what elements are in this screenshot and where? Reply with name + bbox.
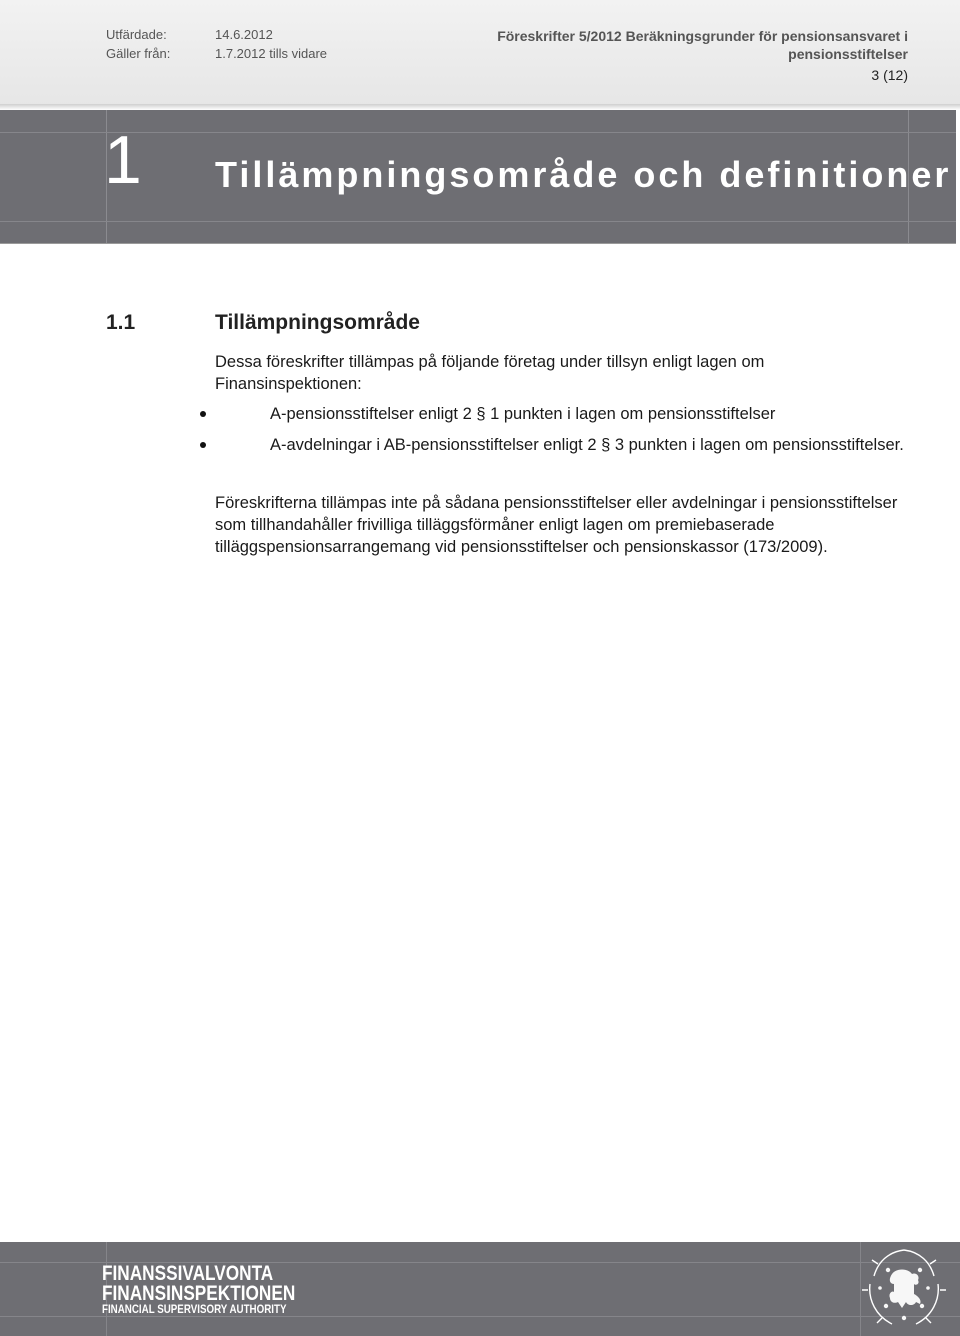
footer-gridline [0,1316,960,1317]
body-paragraph: Föreskrifterna tillämpas inte på sådana pensionsstiftelser eller avdelningar i pensionsstiftelser som tillhandahåller frivilliga tilläggsförmåner enligt lagen om premiebaserade tilläggspensionsarrangemang vid pensionsstiftelser och pensionskassor (173/2009). [215,494,898,556]
list-item [200,434,920,456]
band-gridline [0,132,956,133]
logo-text-english: FINANCIAL SUPERVISORY AUTHORITY [102,1304,287,1316]
logo-text-finnish: FINANSSIVALVONTA [102,1262,274,1285]
list-item-text: A-avdelningar i AB-pensionsstiftelser enligt 2 § 3 punkten i lagen om pensionsstiftelser. [270,436,904,454]
valid-from-value: 1.7.2012 tills vidare [215,46,328,61]
document-title-line1: Föreskrifter 5/2012 Beräkningsgrunder för pensionsansvaret i [497,28,908,44]
section-title: Tillämpningsområde [215,311,420,334]
bullet-list [200,403,920,465]
lion-crest-icon [858,1244,950,1336]
chapter-title: Tillämpningsområde och definitioner [215,154,952,195]
valid-from-label: Gäller från: [106,46,171,61]
bullet-icon [200,411,206,417]
bullet-icon [200,442,206,448]
document-title-line2: pensionsstiftelser [788,46,908,62]
intro-paragraph: Dessa föreskrifter tillämpas på följande företag under tillsyn enligt lagen om Finansinspektionen: [215,353,765,393]
section-number: 1.1 [106,311,136,334]
issued-date: 14.6.2012 [215,27,273,42]
document-title [448,27,908,63]
page-number: 3 (12) [871,67,908,83]
band-gridline [0,221,956,222]
logo-text-swedish: FINANSINSPEKTIONEN [102,1282,296,1305]
list-item [200,403,920,425]
list-item-text: A-pensionsstiftelser enligt 2 § 1 punkten i lagen om pensionsstiftelser [270,405,776,423]
issued-label: Utfärdade: [106,27,167,42]
chapter-number: 1 [104,122,142,198]
